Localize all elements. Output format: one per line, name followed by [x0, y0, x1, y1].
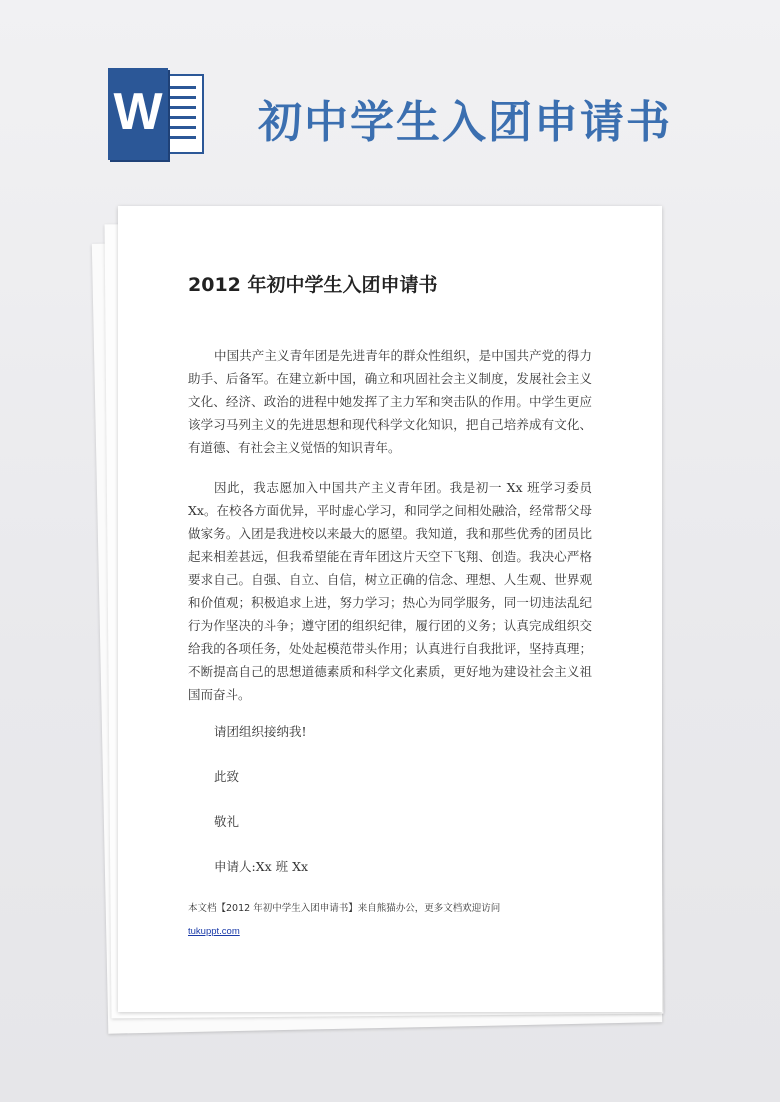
- closing-salutation: 此致: [214, 769, 240, 784]
- word-logo-letter: W: [113, 83, 163, 141]
- request-line: 请团组织接纳我!: [214, 724, 307, 739]
- page-title: 初中学生入团申请书: [258, 97, 672, 148]
- word-logo-plate: [108, 68, 168, 160]
- closing-respect: 敬礼: [214, 814, 240, 829]
- document-title: 2012 年初中学生入团申请书: [188, 274, 438, 296]
- header-banner: [0, 0, 780, 200]
- document-page: [118, 206, 662, 1012]
- signature-line: 申请人:Xx 班 Xx: [214, 859, 309, 874]
- word-document-icon: [108, 68, 208, 160]
- paragraph-intro: 中国共产主义青年团是先进青年的群众性组织，是中国共产党的得力助手、后备军。在建立新中国，确立和巩固社会主义制度，发展社会主义文化、经济、政治的进程中她发挥了主力军和突击队的作用。中学生更应该学习马列主义的先进思想和现代科学文化知识，把自己培养成有文化、有道德、有社会主义觉悟的知识青年。: [188, 348, 592, 455]
- footer-note: 本文档【2012 年初中学生入团申请书】来自熊猫办公，更多文档欢迎访问: [188, 903, 501, 914]
- paragraph-pledge: 因此，我志愿加入中国共产主义青年团。我是初一 Xx 班学习委员 Xx。在校各方面优异，平时虚心学习，和同学之间相处融洽，经常帮父母做家务。入团是我进校以来最大的愿望。我知道，我和那些优秀的团员比起来相差甚远，但我希望能在青年团这片天空下飞翔、创造。我决心严格要求自己。自强、自立、自信，树立正确的信念、理想、人生观、世界观和价值观；积极追求上进，努力学习；热心为同学服务，同一切违法乱纪行为作坚决的斗争；遵守团的组织纪律，履行团的义务；认真完成组织交给我的各项任务，处处起模范带头作用；认真进行自我批评，坚持真理；不断提高自己的思想道德素质和科学文化素质，更好地为建设社会主义祖国而奋斗。: [188, 480, 592, 702]
- footer-link[interactable]: tukuppt.com: [188, 926, 240, 937]
